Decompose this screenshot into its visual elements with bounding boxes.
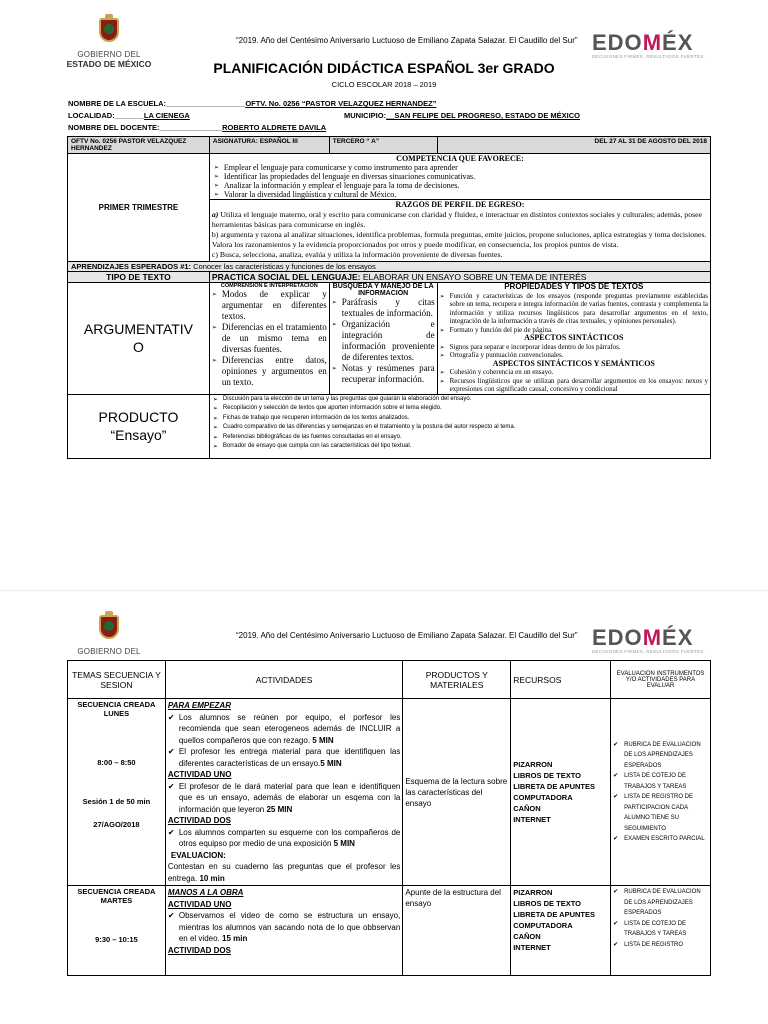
row1-session: Sesión 1 de 50 min [82,797,151,806]
contenidos-row [68,283,711,395]
localidad-label: LOCALIDAD:_______ [68,111,144,120]
aprendizajes-cell [68,262,711,272]
row1-empezar: PARA EMPEZAR [167,701,231,710]
info-escuela [68,99,436,108]
page-gap [0,560,768,590]
list-item: ➢ Ortografía y puntuación convencionales. [440,351,708,360]
list-item: ✔ El profesor les entrega material para que identifiquen las diferentes características de un ensayo.5 MIN [168,746,400,769]
table-row [68,699,711,886]
row1-actividades [165,699,402,886]
row2-eval-list [613,887,708,950]
page-title: PLANIFICACIÓN DIDÁCTICA ESPAÑOL 3er GRADO [213,60,555,76]
sintacticos-list [440,343,708,360]
recurso-item: LIBROS DE TEXTO [513,899,581,908]
info-docente [68,123,326,132]
list-item: ✔ RUBRICA DE EVALUACION DE LOS APRENDIZAJES ESPERADOS [613,740,708,772]
list-item: ➢ Organización e integración de información proveniente de diferentes textos. [332,319,435,363]
semanticos-list [440,368,708,394]
row2-producto: Apunte de la estructura del ensayo [403,886,511,976]
row2-time: 9:30 – 10:15 [95,935,138,944]
header-productos: PRODUCTOS Y MATERIALES [403,661,511,699]
recurso-item: INTERNET [513,815,551,824]
list-item: ✔ EXAMEN ESCRITO PARCIAL [613,834,708,845]
aprendizajes-value: Conocer las características y funciones de los ensayos [191,262,376,271]
propiedades-cell [437,283,710,395]
comprension-cell [209,283,329,395]
producto-row [68,394,711,458]
recurso-item: LIBROS DE TEXTO [513,771,581,780]
fecha-cell: DEL 27 AL 31 DE AGOSTO DEL 2018 [437,137,710,154]
row2-evaluacion [611,886,711,976]
edomex-prefix: EDO [592,625,643,650]
list-item: ✔ LISTA DE COTEJO DE TRABAJOS Y TAREAS [613,771,708,792]
recurso-item: PIZARRON [513,888,553,897]
edomex-tagline: DECISIONES FIRMES, RESULTADOS FUERTES. [592,54,706,59]
list-item: ➢ Fichas de trabajo que recuperen información de los textos analizados. [213,414,707,424]
list-item: ✔ Los alumnos se reúnen por equipo, el porfesor les recomienda que sean eterogeneos además de INCLUIR a quellos compañeros que con rezago. 5 MIN [168,712,400,747]
aprendizajes-row [68,262,711,272]
row2-uno-label: ACTIVIDAD UNO [167,899,232,909]
list-item: ✔ El profesor de le dará material para que lean e identifiquen que es un ensayo, además de elaborar un esqema con la información que leyeron 25 MIN [168,781,400,816]
competencia-title: COMPETENCIA QUE FAVORECE: [396,154,524,163]
list-item: ➢ Signos para separar e incorporar ideas dentro de los párrafos. [440,343,708,352]
list-item: ➢ Diferencias entre datos, opiniones y argumentos en un texto. [212,355,327,388]
edomex-suffix: ÉX [662,30,694,55]
motto-text: “2019. Año del Centésimo Aniversario Luctuoso de Emiliano Zapata Salazar. El Caudillo del Sur” [236,631,578,640]
rasgo-b: b) argumenta y razona al analizar situaciones, identifica problemas, formula preguntas, emite juicios, propone soluciones, aplica estrategias y toma decisiones. Valora los razonamientos y la evidencia proporcionados por otros y puede modificar, en consecuencia, los propios puntos de vista. [211,230,707,249]
row2-uno-list [168,910,400,945]
list-item: ➢ Cohesión y coherencia en un ensayo. [440,368,708,377]
list-item: ✔ LISTA DE REGISTRO [613,940,708,951]
comprension-list [212,289,327,388]
edomex-accent: M [642,30,663,55]
page-subtitle: CICLO ESCOLAR 2018 – 2019 [331,80,437,89]
tipo-texto-row [68,272,711,283]
docente-value: ROBERTO ALDRETE DAVILA [222,123,327,132]
argumentativo-line2: O [133,339,144,356]
rasgo-a-letter: a) [211,210,219,219]
gobierno-line1: GOBIERNO DEL [77,647,141,656]
rasgo-a: Utiliza el lenguaje materno, oral y escrito para comunicarse con claridad y fluidez, e interactuar en distintos contextos sociales y culturales; además, posee herramientas básicas para comunicarse en inglés. [211,210,703,229]
row2-manos: MANOS A LA OBRA [167,888,244,897]
edomex-logo [592,627,722,654]
practica-label: PRACTICA SOCIAL DEL LENGUAJE: [211,272,361,282]
row1-dos-label: ACTIVIDAD DOS [167,816,231,825]
coat-of-arms-icon [93,611,125,645]
list-item: ✔ LISTA DE REGISTRO DE PARTICIPACION CADA ALUMNO TIENE SU SEGUIMIENTO [613,792,708,834]
list-item: ➢ Notas y resúmenes para recuperar información. [332,363,435,385]
table-header-row [68,137,711,154]
tercero-cell: TERCERO “ A” [329,137,437,154]
escuela-label: NOMBRE DE LA ESCUELA:___________________ [68,99,246,108]
practica-cell [209,272,710,283]
edomex-logo [592,32,722,59]
list-item: ➢ Emplear el lenguaje para comunicarse y como instrumento para aprender [214,163,710,172]
list-item: ➢ Diferencias en el tratamiento de un mismo tema en diversas fuentes. [212,322,327,355]
row2-actividades [165,886,402,976]
header-recursos: RECURSOS [511,661,611,699]
list-item: ➢ Función y características de los ensayos (responde preguntas previamente establecidas sobre un tema, recupera e integra información de varias fuentes, contrasta y complementa la información y utiliza recursos lingüísticos para desarrollar argumentos en el texto, integración de la información a través de citas textuales, y opiniones personales). [440,292,708,326]
rasgos-block [210,199,710,261]
row1-date: 27/AGO/2018 [93,820,140,829]
table-row [68,886,711,976]
rasgos-title: RAZGOS DE PERFIL DE EGRESO: [395,200,525,209]
recurso-item: COMPUTADORA [513,793,573,802]
competencias-list [210,163,710,199]
comprension-title: COMPRENSIÓN E INTERPRETACIÓN [220,283,318,289]
recurso-item: PIZARRON [513,760,553,769]
list-item: ✔ Observamos el video de como se estructura un ensayo, mientras los alumnos van sacando nota de lo que obbservan en el video. 15 min [168,910,400,945]
row2-dos-label: ACTIVIDAD DOS [167,945,231,955]
recurso-item: CAÑON [513,804,541,813]
list-item: ➢ Paráfrasis y citas textuales de información. [332,297,435,319]
gobierno-line1: GOBIERNO DEL [77,50,141,59]
row1-evaluacion [611,699,711,886]
recurso-item: INTERNET [513,943,551,952]
list-item: ➢ Cuadro comparativo de las diferencias y semejanzas en el tratamiento y la postura del autor respecto al tema. [213,423,707,433]
list-item: ➢ Discusión para la elección de un tema y las preguntas que guiarán la elaboración del ensayo. [213,395,707,405]
recurso-item: LIBRETA DE APUNTES [513,782,595,791]
trimestre-cell: PRIMER TRIMESTRE [68,154,210,262]
busqueda-cell [329,283,437,395]
semanticos-title: ASPECTOS SINTÁCTICOS Y SEMÁNTICOS [492,358,655,368]
info-municipio [344,111,580,120]
list-item: ➢ Borrador de ensayo que cumpla con las características del tipo textual. [213,442,707,452]
practica-value: ELABORAR UN ENSAYO SOBRE UN TEMA DE INTERÉS [360,272,587,282]
sintacticos-title: ASPECTOS SINTÁCTICOS [524,333,624,342]
aprendizajes-label: APRENDIZAJES ESPERADOS #1: [71,262,192,271]
row1-eval-label: EVALUACION: [170,850,226,860]
header-evaluacion: EVALUACION INSTRUMENTOS Y/O ACTIVIDADES PARA EVALUAR [611,661,711,699]
activities-table [67,660,711,976]
rasgo-c: c) Busca, selecciona, analiza, evalúa y utiliza la información proveniente de diversas fuentes. [211,250,503,259]
list-item: ➢ Identificar las propiedades del lenguaje en diversas situaciones comunicativas. [214,172,710,181]
row2-seq: SECUENCIA CREADA MARTES [77,887,156,905]
municipio-value: __SAN FELIPE DEL PROGRESO, ESTADO DE MÉXICO [386,111,581,120]
row1-time: 8:00 – 8:50 [97,758,136,767]
recurso-item: COMPUTADORA [513,921,573,930]
propiedades-title: PROPIEDADES Y TIPOS DE TEXTOS [504,282,644,291]
row1-uno-list [168,781,400,816]
list-item: ➢ Recursos lingüísticos que se utilizan para desarrollar argumentos en los ensayos: nexos y expresiones con significado causal, concesivo y condicional [440,377,708,394]
coat-of-arms-icon [93,14,125,48]
header-temas: TEMAS SECUENCIA Y SESION [68,661,166,699]
edomex-suffix: ÉX [662,625,694,650]
row1-uno-label: ACTIVIDAD UNO [167,770,232,779]
row1-dos-list [168,827,400,850]
list-item: ✔ LISTA DE COTEJO DE TRABAJOS Y TAREAS [613,919,708,940]
header-actividades: ACTIVIDADES [165,661,402,699]
row1-empezar-list [168,712,400,770]
argumentativo-cell [68,283,210,395]
row1-eval-list [613,740,708,845]
municipio-label: MUNICIPIO: [344,111,387,120]
recurso-item: LIBRETA DE APUNTES [513,910,595,919]
row2-recursos [511,886,611,976]
competencias-cell [209,154,710,262]
row2-temas [68,886,166,976]
producto-line1: PRODUCTO [98,409,179,425]
trimestre-row [68,154,711,262]
propiedades-list [440,292,708,335]
list-item: ✔ RUBRICA DE EVALUACION DE LOS APRENDIZAJES ESPERADOS [613,887,708,919]
motto-text: “2019. Año del Centésimo Aniversario Luctuoso de Emiliano Zapata Salazar. El Caudillo del Sur” [236,36,578,45]
edomex-accent: M [642,625,663,650]
info-localidad [68,111,190,120]
edomex-prefix: EDO [592,30,643,55]
list-item: ➢ Valorar la diversidad lingüística y cultural de México. [214,190,710,199]
producto-list [213,395,707,452]
planning-table [67,136,711,459]
argumentativo-line1: ARGUMENTATIV [83,321,194,338]
busqueda-title: BUSQUEDA Y MANEJO DE LA INFORMACIÓN [332,283,434,297]
row1-temas [68,699,166,886]
docente-label: NOMBRE DEL DOCENTE:_______________ [68,123,223,132]
escuela-value: OFTV. No. 0256 “PASTOR VELAZQUEZ HERNANDEZ” [245,99,437,108]
edomex-tagline: DECISIONES FIRMES, RESULTADOS FUERTES. [592,649,706,654]
row1-eval-text: Contestan en su cuaderno las preguntas que el profesor les entrega. 10 min [167,862,401,883]
row1-producto: Esquema de la lectura sobre las características del ensayo [403,699,511,886]
table-header-row [68,661,711,699]
school-cell: OFTV No. 0256 PASTOR VELAZQUEZ HERNANDEZ [68,137,210,154]
recurso-item: CAÑON [513,932,541,941]
producto-cell [68,394,210,458]
row1-recursos [511,699,611,886]
list-item: ➢ Modos de explicar y argumentar en diferentes textos. [212,289,327,322]
list-item: ➢ Formato y función del pie de página. [440,326,708,335]
gobierno-line2: ESTADO DE MÉXICO [66,59,152,69]
list-item: ➢ Analizar la información y emplear el lenguaje para la toma de decisiones. [214,181,710,190]
producto-items-cell [209,394,710,458]
asignatura-cell: ASIGNATURA: ESPAÑOL III [209,137,329,154]
list-item: ✔ Los alumnos comparten su esqueme con los compañeros de otros equipso por medio de una exposición 5 MIN [168,827,400,850]
list-item: ➢ Recopilación y selección de textos que aporten información sobre el tema elegido. [213,404,707,414]
producto-line2: “Ensayo” [110,427,167,443]
tipo-texto-label: TIPO DE TEXTO [68,272,210,283]
localidad-value: LA CIENEGA [143,111,190,120]
row1-seq: SECUENCIA CREADA LUNES [77,700,156,718]
gobierno-logo [64,611,154,656]
list-item: ➢ Referencias bibliográficas de las fuentes consultadas en el ensayo. [213,433,707,443]
busqueda-list [332,297,435,385]
